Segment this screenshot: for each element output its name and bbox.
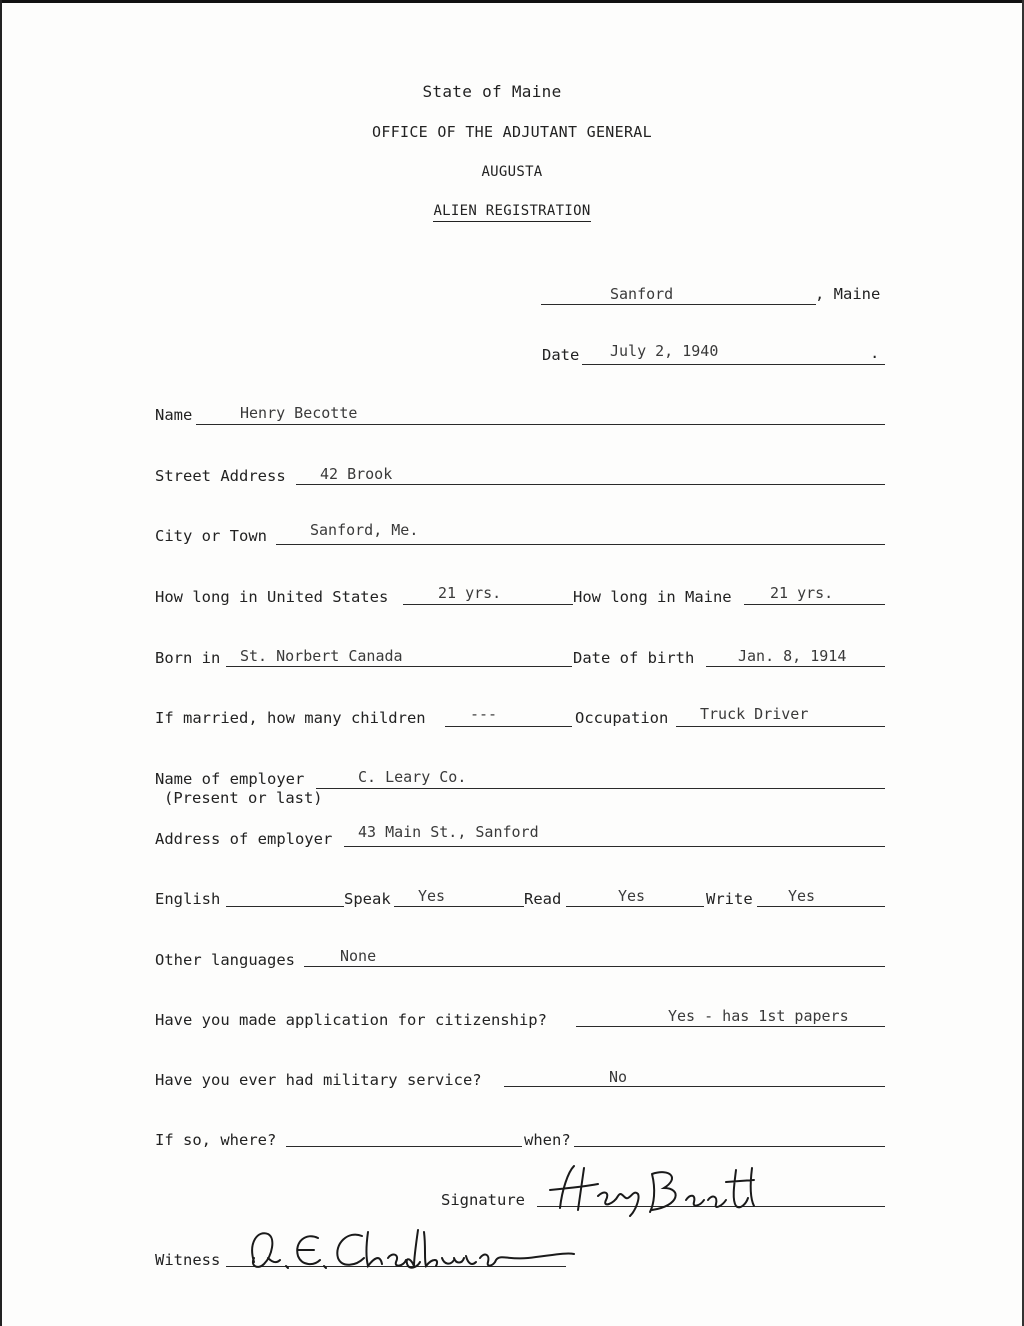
citizenship-line bbox=[576, 1026, 885, 1027]
citizenship-label: Have you made application for citizenship? bbox=[155, 1011, 547, 1029]
city-line bbox=[276, 544, 885, 545]
date-line bbox=[582, 364, 885, 365]
speak-value: Yes bbox=[418, 887, 446, 905]
town-line bbox=[541, 304, 816, 305]
where-label: If so, where? bbox=[155, 1131, 277, 1149]
header-state: State of Maine bbox=[422, 82, 562, 101]
street-value: 42 Brook bbox=[320, 465, 393, 483]
when-line bbox=[574, 1146, 885, 1147]
maine-years-line bbox=[744, 604, 885, 605]
maine-years-label: How long in Maine bbox=[573, 588, 732, 606]
name-label: Name bbox=[155, 406, 193, 424]
children-line bbox=[445, 726, 572, 727]
military-value: No bbox=[609, 1068, 628, 1086]
us-years-line bbox=[403, 604, 573, 605]
other-languages-value: None bbox=[340, 947, 377, 965]
street-label: Street Address bbox=[155, 467, 286, 485]
date-label: Date bbox=[542, 346, 580, 364]
us-years-label: How long in United States bbox=[155, 588, 389, 606]
military-line bbox=[504, 1086, 885, 1087]
born-in-label: Born in bbox=[155, 649, 221, 667]
employer-line bbox=[316, 788, 885, 789]
read-label: Read bbox=[524, 890, 562, 908]
occupation-label: Occupation bbox=[575, 709, 669, 727]
form-title-text: ALIEN REGISTRATION bbox=[433, 203, 590, 222]
name-value: Henry Becotte bbox=[240, 404, 358, 422]
employer-label: Name of employer bbox=[155, 770, 305, 788]
dob-line bbox=[706, 666, 885, 667]
write-value: Yes bbox=[788, 887, 816, 905]
occupation-line bbox=[676, 726, 885, 727]
speak-line bbox=[394, 906, 524, 907]
us-years-value: 21 yrs. bbox=[438, 584, 502, 602]
header-city: AUGUSTA bbox=[481, 164, 543, 180]
military-label: Have you ever had military service? bbox=[155, 1071, 482, 1089]
signature-scribble bbox=[540, 1160, 780, 1220]
street-line bbox=[296, 484, 885, 485]
witness-label: Witness bbox=[155, 1251, 221, 1269]
employer-value: C. Leary Co. bbox=[358, 768, 467, 786]
name-line bbox=[196, 424, 885, 425]
date-end: . bbox=[870, 344, 880, 362]
employer-sublabel: (Present or last) bbox=[164, 789, 323, 807]
english-line bbox=[226, 906, 344, 907]
children-value: --- bbox=[470, 705, 498, 723]
employer-address-value: 43 Main St., Sanford bbox=[358, 823, 539, 841]
header-office: OFFICE OF THE ADJUTANT GENERAL bbox=[372, 123, 652, 141]
witness-handwriting bbox=[228, 1222, 578, 1282]
dob-value: Jan. 8, 1914 bbox=[738, 647, 847, 665]
read-line bbox=[566, 906, 704, 907]
other-languages-line bbox=[304, 966, 885, 967]
when-label: when? bbox=[524, 1131, 571, 1149]
children-label: If married, how many children bbox=[155, 709, 426, 727]
signature-handwriting bbox=[540, 1160, 780, 1224]
city-label: City or Town bbox=[155, 527, 267, 545]
witness-scribble bbox=[228, 1222, 578, 1278]
write-line bbox=[757, 906, 885, 907]
city-value: Sanford, Me. bbox=[310, 521, 419, 539]
maine-years-value: 21 yrs. bbox=[770, 584, 834, 602]
state-suffix: , Maine bbox=[815, 285, 881, 303]
write-label: Write bbox=[706, 890, 753, 908]
scan-edge-left bbox=[0, 0, 2, 1326]
citizenship-value: Yes - has 1st papers bbox=[668, 1007, 849, 1025]
date-value: July 2, 1940 bbox=[610, 342, 719, 360]
where-line bbox=[286, 1146, 522, 1147]
employer-address-line bbox=[344, 846, 885, 847]
scan-edge-top bbox=[0, 0, 1024, 3]
dob-label: Date of birth bbox=[573, 649, 695, 667]
born-in-line bbox=[226, 666, 572, 667]
occupation-value: Truck Driver bbox=[700, 705, 809, 723]
speak-label: Speak bbox=[344, 890, 391, 908]
employer-address-label: Address of employer bbox=[155, 830, 333, 848]
header-form-title bbox=[0, 203, 1024, 219]
born-in-value: St. Norbert Canada bbox=[240, 647, 403, 665]
signature-label: Signature bbox=[441, 1191, 525, 1209]
read-value: Yes bbox=[618, 887, 646, 905]
other-languages-label: Other languages bbox=[155, 951, 295, 969]
english-label: English bbox=[155, 890, 221, 908]
town-value: Sanford bbox=[610, 285, 674, 303]
